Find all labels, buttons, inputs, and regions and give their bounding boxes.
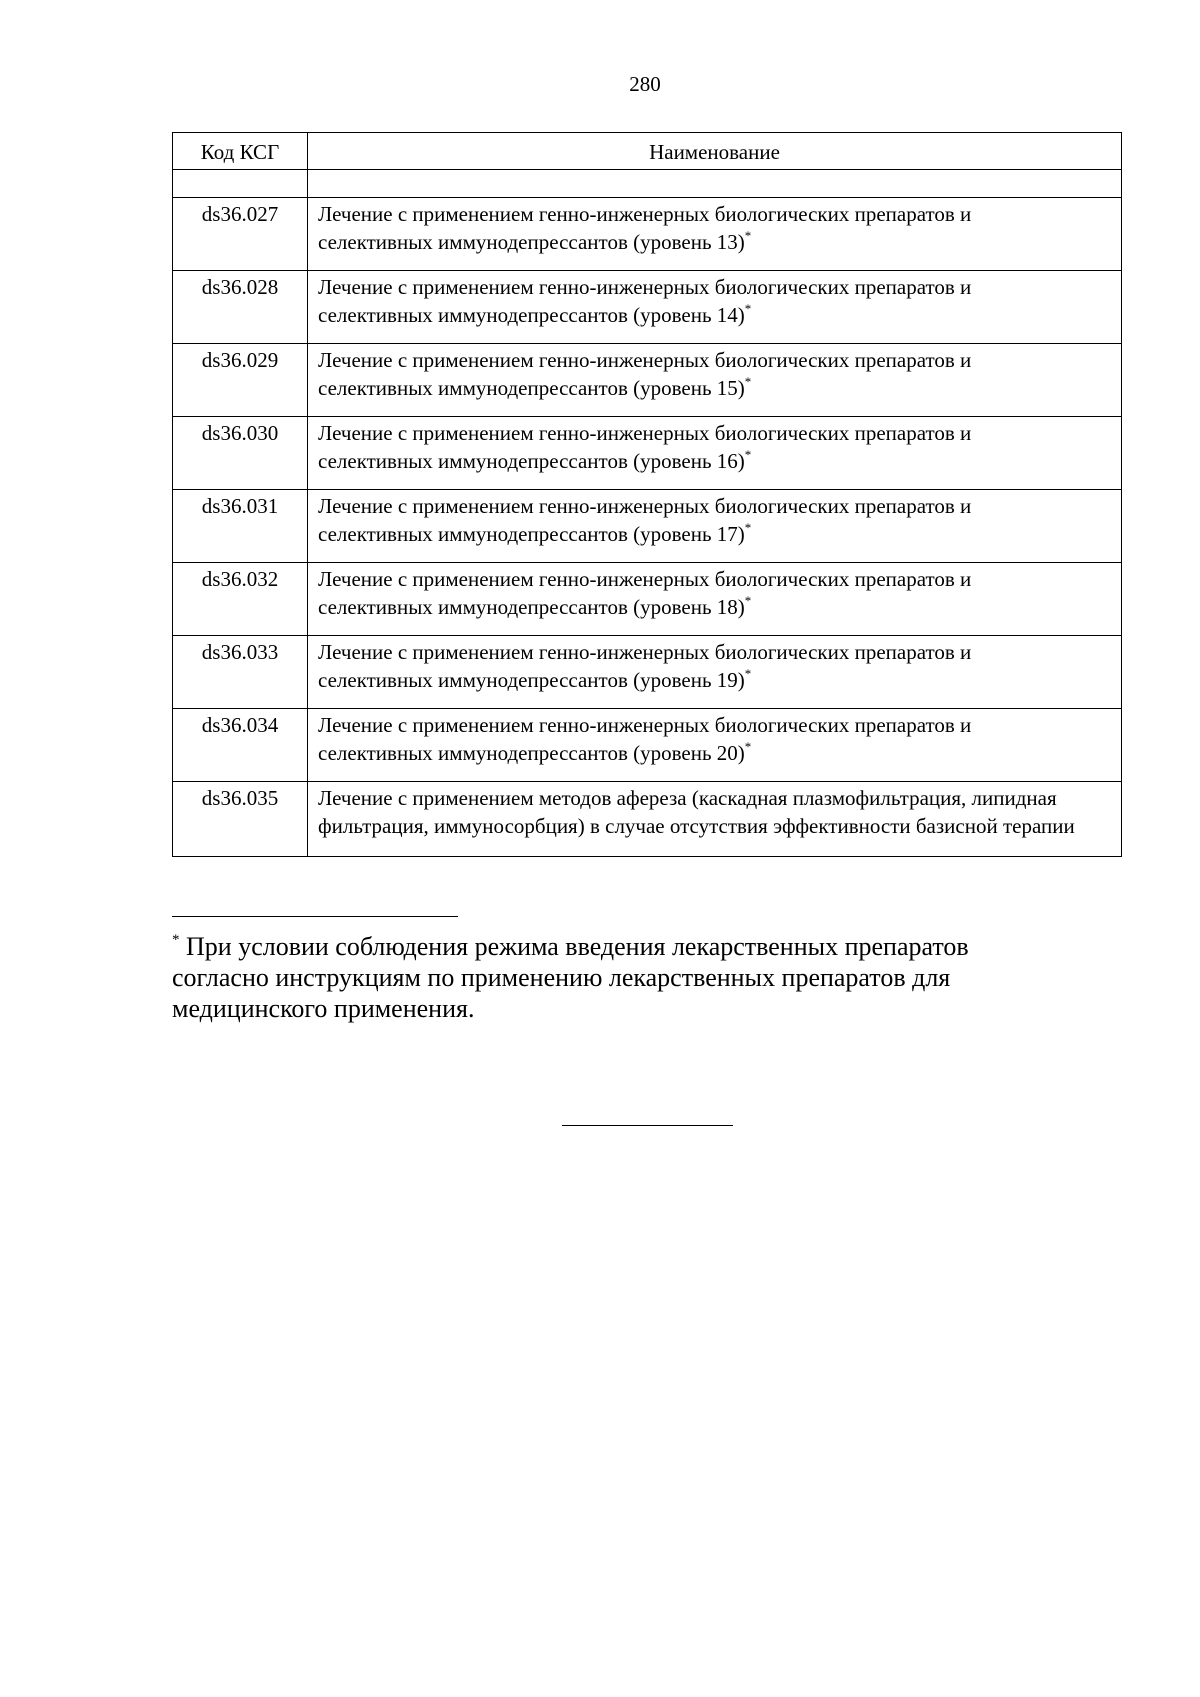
footnote-marker: *	[744, 666, 752, 681]
table-row	[173, 782, 1122, 857]
ksg-code: ds36.031	[173, 490, 308, 563]
ksg-name	[308, 782, 1122, 857]
ksg-code: ds36.030	[173, 417, 308, 490]
ksg-name-text: Лечение с применением генно-инженерных биологических препаратов и селективных иммунодепрессантов (уровень 16)	[318, 421, 972, 473]
end-of-document-rule	[562, 1125, 733, 1126]
ksg-name	[308, 198, 1122, 271]
footnote-marker: *	[744, 228, 752, 243]
table-row	[173, 271, 1122, 344]
ksg-name	[308, 271, 1122, 344]
ksg-name-text: Лечение с применением генно-инженерных биологических препаратов и селективных иммунодепрессантов (уровень 20)	[318, 713, 972, 765]
table-row	[173, 198, 1122, 271]
footnote-text: При условии соблюдения режима введения лекарственных препаратов согласно инструкциям по применению лекарственных препаратов для медицинского применения.	[172, 932, 969, 1023]
footnote-marker: *	[744, 374, 752, 389]
page-number: 280	[629, 72, 661, 96]
table-header-row	[173, 133, 1122, 170]
ksg-code: ds36.027	[173, 198, 308, 271]
ksg-name	[308, 490, 1122, 563]
empty-row	[173, 170, 1122, 198]
ksg-name	[308, 344, 1122, 417]
table-row	[173, 636, 1122, 709]
ksg-name-text: Лечение с применением генно-инженерных биологических препаратов и селективных иммунодепрессантов (уровень 17)	[318, 494, 972, 546]
ksg-table	[172, 132, 1122, 857]
header-name: Наименование	[308, 133, 1122, 170]
table-row	[173, 490, 1122, 563]
ksg-name	[308, 563, 1122, 636]
ksg-code: ds36.033	[173, 636, 308, 709]
ksg-code: ds36.035	[173, 782, 308, 857]
footnote-marker: *	[172, 932, 180, 948]
empty-cell	[308, 170, 1122, 198]
ksg-code: ds36.032	[173, 563, 308, 636]
table-row	[173, 563, 1122, 636]
footnote-marker: *	[744, 301, 752, 316]
empty-cell	[173, 170, 308, 198]
ksg-code: ds36.028	[173, 271, 308, 344]
table-row	[173, 344, 1122, 417]
ksg-name-text: Лечение с применением генно-инженерных биологических препаратов и селективных иммунодепрессантов (уровень 19)	[318, 640, 972, 692]
ksg-name	[308, 417, 1122, 490]
header-code: Код КСГ	[173, 133, 308, 170]
ksg-name	[308, 709, 1122, 782]
ksg-name-text: Лечение с применением генно-инженерных биологических препаратов и селективных иммунодепрессантов (уровень 13)	[318, 202, 972, 254]
table-row	[173, 709, 1122, 782]
footnote	[172, 931, 1072, 1024]
ksg-name-text: Лечение с применением генно-инженерных биологических препаратов и селективных иммунодепрессантов (уровень 14)	[318, 275, 972, 327]
ksg-code: ds36.029	[173, 344, 308, 417]
ksg-name	[308, 636, 1122, 709]
footnote-marker: *	[744, 520, 752, 535]
table-row	[173, 417, 1122, 490]
footnote-marker: *	[744, 447, 752, 462]
footnote-marker: *	[744, 739, 752, 754]
footnote-marker: *	[744, 593, 752, 608]
ksg-name-text: Лечение с применением генно-инженерных биологических препаратов и селективных иммунодепрессантов (уровень 15)	[318, 348, 972, 400]
footnote-separator	[172, 916, 458, 917]
ksg-name-text: Лечение с применением методов афереза (каскадная плазмофильтрация, липидная фильтрация, иммуносорбция) в случае отсутствия эффективности базисной терапии	[318, 786, 1075, 838]
ksg-code: ds36.034	[173, 709, 308, 782]
ksg-name-text: Лечение с применением генно-инженерных биологических препаратов и селективных иммунодепрессантов (уровень 18)	[318, 567, 972, 619]
